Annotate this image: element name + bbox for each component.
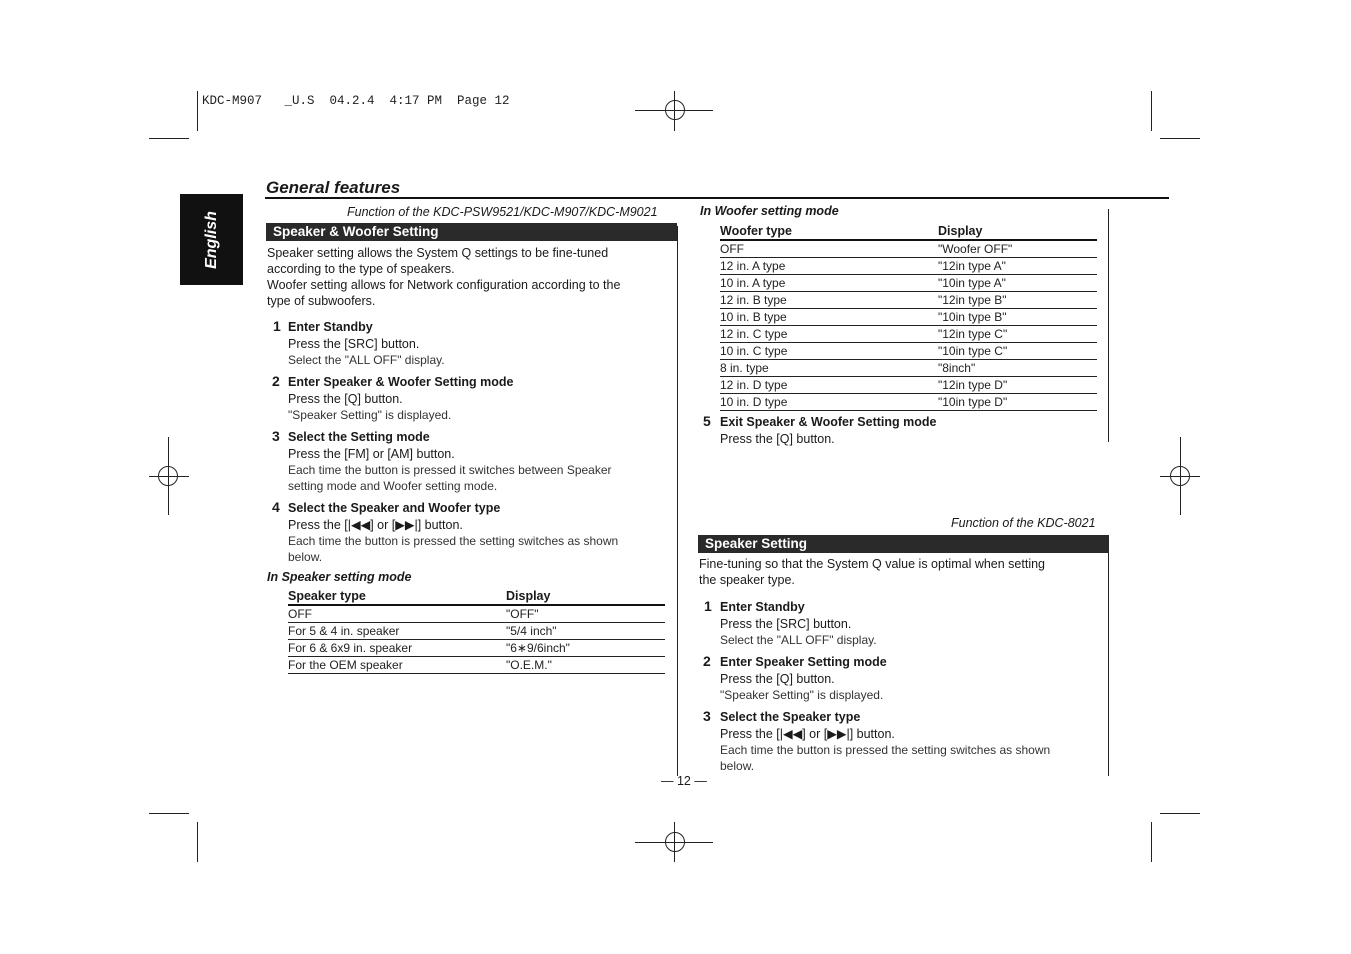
table-cell: For 6 & 6x9 in. speaker xyxy=(288,640,506,657)
table-cell: 12 in. A type xyxy=(720,258,938,275)
table-cell: 10 in. D type xyxy=(720,394,938,411)
speaker-setting-bar: Speaker Setting xyxy=(698,535,1109,553)
table-row xyxy=(720,360,1097,377)
table-cell: "O.E.M." xyxy=(506,657,665,674)
step-number: 1 xyxy=(704,598,712,614)
step-note: Each time the button is pressed the setting switches as shown xyxy=(720,743,1051,757)
print-slug: KDC-M907 _U.S 04.2.4 4:17 PM Page 12 xyxy=(202,94,510,108)
table-cell: "10in type B" xyxy=(938,309,1097,326)
table-cell: OFF xyxy=(720,240,938,258)
step-note: Select the "ALL OFF" display. xyxy=(720,633,877,647)
table-cell: "10in type D" xyxy=(938,394,1097,411)
step-note: "Speaker Setting" is displayed. xyxy=(720,688,884,702)
table-header-row xyxy=(288,588,665,605)
column-divider xyxy=(677,226,678,776)
speaker-type-table xyxy=(288,588,665,674)
step-number: 2 xyxy=(703,653,711,669)
step-number: 3 xyxy=(703,708,711,724)
table-row xyxy=(288,640,665,657)
table-row xyxy=(720,292,1097,309)
title-rule xyxy=(265,197,1169,199)
step-number: 4 xyxy=(272,499,280,515)
table-cell: "8inch" xyxy=(938,360,1097,377)
table-cell: "12in type D" xyxy=(938,377,1097,394)
section-title: General features xyxy=(266,178,401,197)
step-title: Enter Speaker Setting mode xyxy=(720,655,887,669)
intro-line: according to the type of speakers. xyxy=(267,262,455,276)
table-cell: "10in type A" xyxy=(938,275,1097,292)
step-note: "Speaker Setting" is displayed. xyxy=(288,408,452,422)
table-cell: For 5 & 4 in. speaker xyxy=(288,623,506,640)
step-body: Press the [Q] button. xyxy=(720,432,835,446)
step-note: Select the "ALL OFF" display. xyxy=(288,353,445,367)
table-row xyxy=(720,309,1097,326)
table-cell: 10 in. C type xyxy=(720,343,938,360)
step-body: Press the [SRC] button. xyxy=(288,337,420,351)
table-row xyxy=(720,326,1097,343)
step-title: Enter Standby xyxy=(288,320,373,334)
step-body: Press the [Q] button. xyxy=(720,672,835,686)
step-number: 3 xyxy=(272,428,280,444)
table-cell: For the OEM speaker xyxy=(288,657,506,674)
step-title: Enter Standby xyxy=(720,600,805,614)
step-title: Exit Speaker & Woofer Setting mode xyxy=(720,415,937,429)
woofer-mode-heading: In Woofer setting mode xyxy=(700,204,839,218)
table-row xyxy=(720,275,1097,292)
column-header: Woofer type xyxy=(720,223,938,240)
step-number: 1 xyxy=(273,318,281,334)
table-row xyxy=(288,605,665,623)
step-body: Press the [Q] button. xyxy=(288,392,403,406)
speaker-mode-heading: In Speaker setting mode xyxy=(267,570,412,584)
table-row xyxy=(720,343,1097,360)
table-cell: "12in type C" xyxy=(938,326,1097,343)
step-body: Press the [|◀◀] or [▶▶|] button. xyxy=(288,518,463,532)
step-note: Each time the button is pressed the setting switches as shown xyxy=(288,534,619,548)
table-row xyxy=(720,394,1097,411)
column-header: Speaker type xyxy=(288,588,506,605)
step-body: Press the [|◀◀] or [▶▶|] button. xyxy=(720,727,895,741)
table-cell: "10in type C" xyxy=(938,343,1097,360)
function-note-right: Function of the KDC-8021 xyxy=(951,516,1096,530)
table-cell: "12in type B" xyxy=(938,292,1097,309)
column-header: Display xyxy=(506,588,665,605)
language-label: English xyxy=(202,210,220,269)
step-body: Press the [SRC] button. xyxy=(720,617,852,631)
table-cell: "OFF" xyxy=(506,605,665,623)
function-note-left: Function of the KDC-PSW9521/KDC-M907/KDC-M9021 xyxy=(347,205,658,219)
right-column-rule-lower xyxy=(1108,553,1109,776)
table-row xyxy=(288,657,665,674)
step-note: setting mode and Woofer setting mode. xyxy=(288,479,498,493)
table-cell: 8 in. type xyxy=(720,360,938,377)
right-column-rule xyxy=(1108,209,1109,442)
table-cell: "12in type A" xyxy=(938,258,1097,275)
page-number: — 12 — xyxy=(661,774,707,788)
table-cell: OFF xyxy=(288,605,506,623)
woofer-type-table xyxy=(720,223,1097,411)
table-cell: "Woofer OFF" xyxy=(938,240,1097,258)
column-header: Display xyxy=(938,223,1097,240)
table-row xyxy=(720,258,1097,275)
step-note: Each time the button is pressed it switches between Speaker xyxy=(288,463,612,477)
table-cell: "6∗9/6inch" xyxy=(506,640,665,657)
table-cell: 10 in. B type xyxy=(720,309,938,326)
step-title: Select the Speaker and Woofer type xyxy=(288,501,501,515)
intro-line: Woofer setting allows for Network configuration according to the xyxy=(267,278,621,292)
step-number: 5 xyxy=(703,413,711,429)
table-cell: 12 in. D type xyxy=(720,377,938,394)
step-body: Press the [FM] or [AM] button. xyxy=(288,447,455,461)
speaker-woofer-setting-bar: Speaker & Woofer Setting xyxy=(266,223,677,241)
table-cell: 12 in. B type xyxy=(720,292,938,309)
intro-line: Fine-tuning so that the System Q value is optimal when setting xyxy=(699,557,1046,571)
table-row xyxy=(288,623,665,640)
step-note: below. xyxy=(720,759,755,773)
intro-line: type of subwoofers. xyxy=(267,294,376,308)
table-cell: "5/4 inch" xyxy=(506,623,665,640)
table-row xyxy=(720,377,1097,394)
intro-line: Speaker setting allows the System Q settings to be fine-tuned xyxy=(267,246,609,260)
table-header-row xyxy=(720,223,1097,240)
table-cell: 12 in. C type xyxy=(720,326,938,343)
step-note: below. xyxy=(288,550,323,564)
step-title: Enter Speaker & Woofer Setting mode xyxy=(288,375,514,389)
table-cell: 10 in. A type xyxy=(720,275,938,292)
intro-line: the speaker type. xyxy=(699,573,795,587)
step-title: Select the Speaker type xyxy=(720,710,861,724)
step-title: Select the Setting mode xyxy=(288,430,430,444)
step-number: 2 xyxy=(272,373,280,389)
language-tab xyxy=(180,194,243,285)
table-row xyxy=(720,240,1097,258)
